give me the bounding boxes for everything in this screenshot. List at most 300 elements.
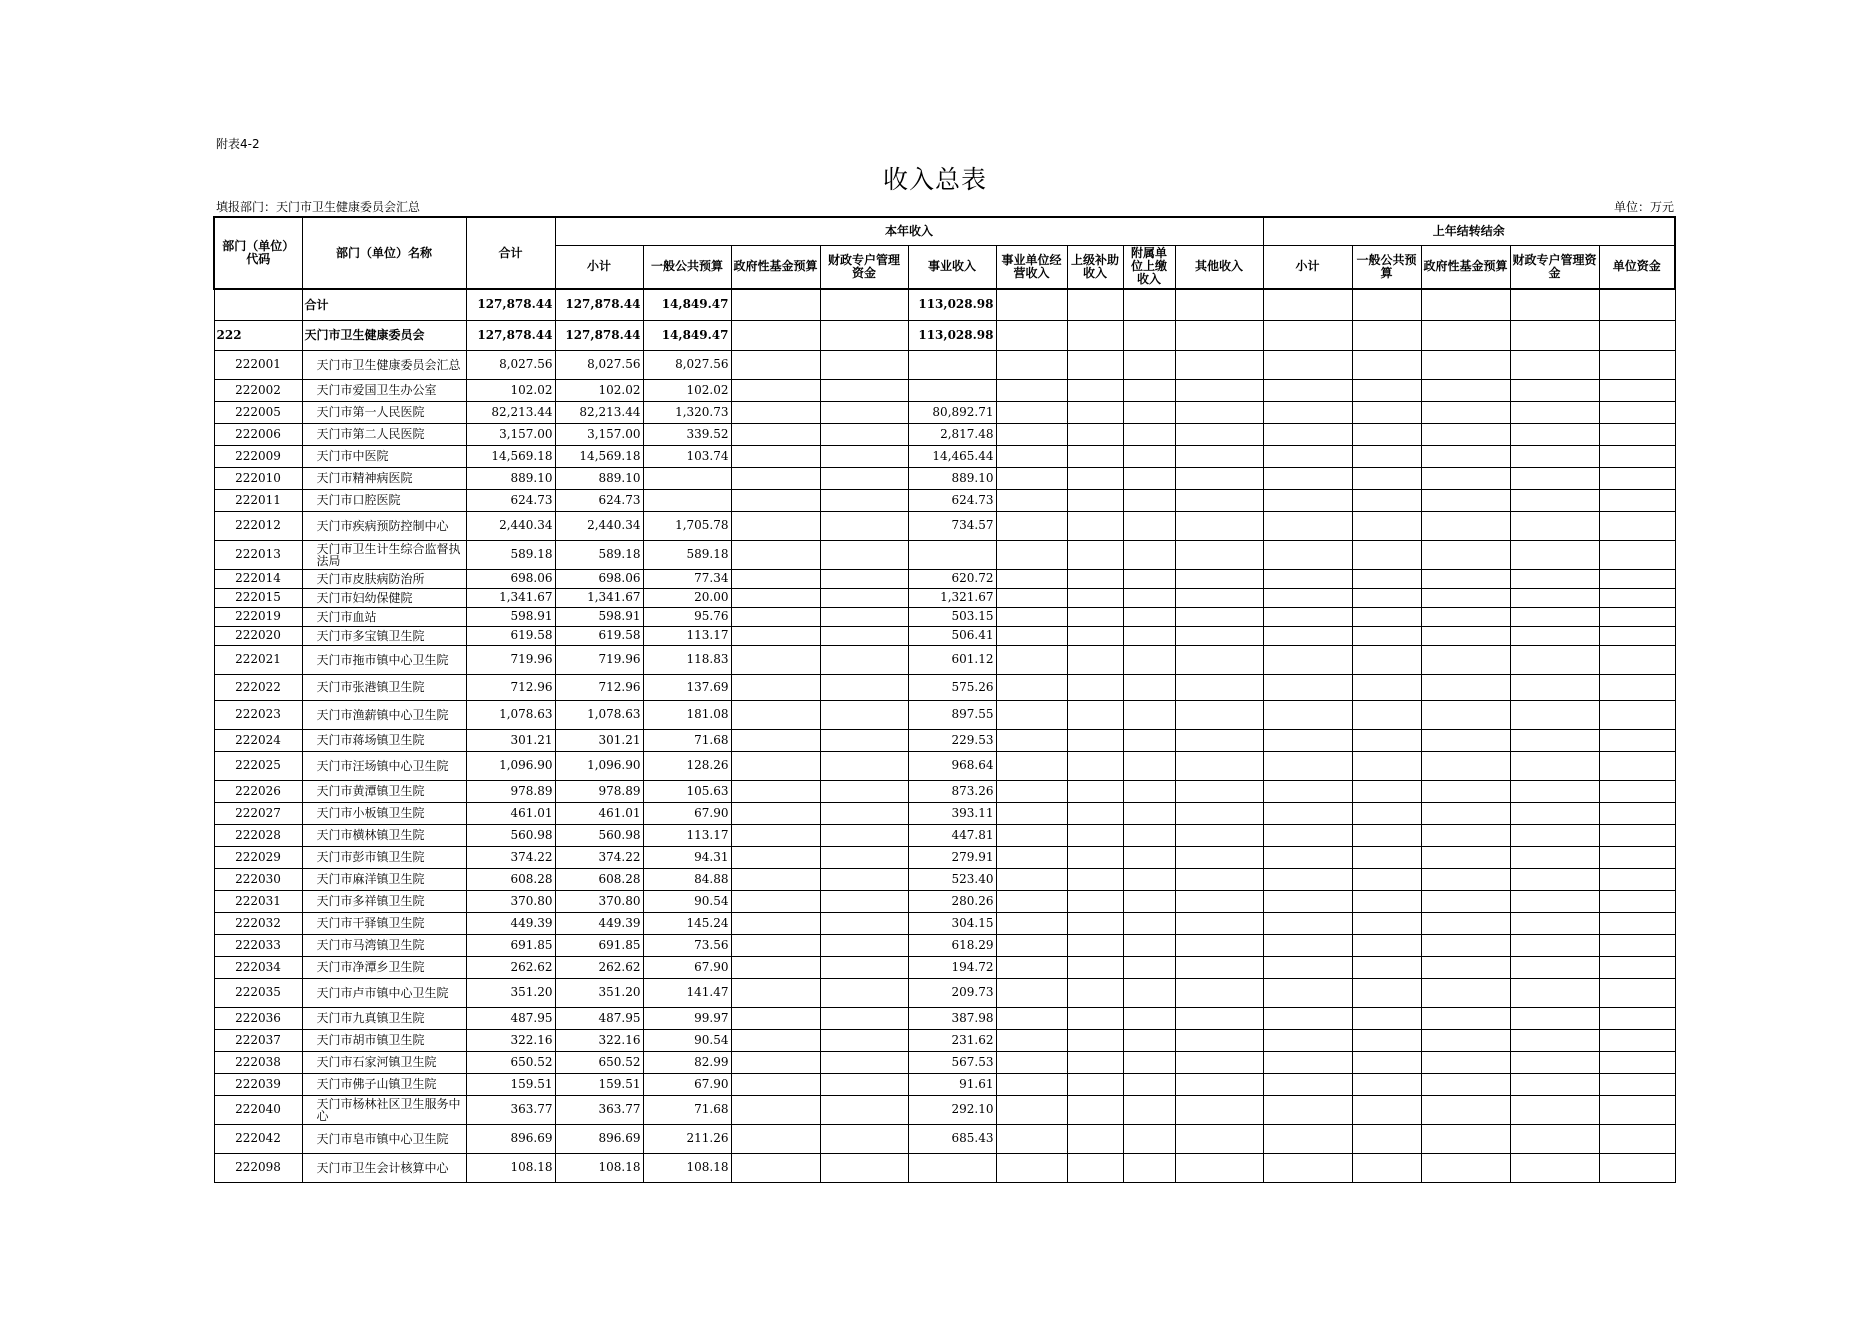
current-subtotal-cell: 2,440.34 (555, 511, 643, 540)
prior-unit-fund-cell (1599, 445, 1675, 467)
table-row (214, 780, 1675, 802)
special-fund-cell (820, 569, 908, 588)
gov-fund-cell (731, 626, 820, 645)
total-cell: 102.02 (466, 379, 555, 401)
gov-fund-cell (731, 802, 820, 824)
general-budget-cell: 99.97 (643, 1007, 731, 1029)
total-cell: 14,569.18 (466, 445, 555, 467)
header-current-special-fund: 财政专户管理资金 (820, 245, 908, 289)
subsidy-income-cell (1067, 423, 1123, 445)
prior-special-fund-cell (1510, 1029, 1599, 1051)
operating-income-cell (996, 802, 1067, 824)
general-budget-cell: 102.02 (643, 379, 731, 401)
current-subtotal-cell: 691.85 (555, 934, 643, 956)
total-cell: 698.06 (466, 569, 555, 588)
special-fund-cell (820, 729, 908, 751)
special-fund-cell (820, 1124, 908, 1153)
business-income-cell: 229.53 (908, 729, 996, 751)
operating-income-cell (996, 401, 1067, 423)
subsidy-income-cell (1067, 467, 1123, 489)
prior-special-fund-cell (1510, 569, 1599, 588)
subsidy-income-cell (1067, 379, 1123, 401)
name-cell: 天门市卫生健康委员会汇总 (302, 350, 466, 379)
prior-general-budget-cell (1352, 890, 1421, 912)
operating-income-cell (996, 467, 1067, 489)
operating-income-cell (996, 1124, 1067, 1153)
current-subtotal-cell: 82,213.44 (555, 401, 643, 423)
subsidy-income-cell (1067, 978, 1123, 1007)
subsidy-income-cell (1067, 1095, 1123, 1124)
code-cell: 222010 (214, 467, 302, 489)
affiliated-income-cell (1123, 540, 1175, 569)
general-budget-cell (643, 467, 731, 489)
other-income-cell (1175, 350, 1263, 379)
other-income-cell (1175, 320, 1263, 350)
current-subtotal-cell: 301.21 (555, 729, 643, 751)
general-budget-cell: 105.63 (643, 780, 731, 802)
total-cell: 608.28 (466, 868, 555, 890)
income-summary-table (213, 216, 1676, 1183)
affiliated-income-cell (1123, 1153, 1175, 1182)
affiliated-income-cell (1123, 588, 1175, 607)
affiliated-income-cell (1123, 569, 1175, 588)
name-cell: 天门市皮肤病防治所 (302, 569, 466, 588)
prior-subtotal-cell (1263, 540, 1352, 569)
prior-special-fund-cell (1510, 751, 1599, 780)
prior-special-fund-cell (1510, 645, 1599, 674)
other-income-cell (1175, 868, 1263, 890)
current-subtotal-cell: 698.06 (555, 569, 643, 588)
operating-income-cell (996, 511, 1067, 540)
other-income-cell (1175, 978, 1263, 1007)
header-current-affiliated-income: 附属单位上缴收入 (1123, 245, 1175, 289)
prior-special-fund-cell (1510, 626, 1599, 645)
special-fund-cell (820, 645, 908, 674)
prior-gov-fund-cell (1421, 824, 1510, 846)
general-budget-cell: 90.54 (643, 890, 731, 912)
code-cell: 222029 (214, 846, 302, 868)
gov-fund-cell (731, 1029, 820, 1051)
prior-gov-fund-cell (1421, 868, 1510, 890)
other-income-cell (1175, 934, 1263, 956)
subsidy-income-cell (1067, 868, 1123, 890)
prior-general-budget-cell (1352, 289, 1421, 320)
current-subtotal-cell: 102.02 (555, 379, 643, 401)
current-subtotal-cell: 14,569.18 (555, 445, 643, 467)
affiliated-income-cell (1123, 700, 1175, 729)
operating-income-cell (996, 1007, 1067, 1029)
name-cell: 天门市黄潭镇卫生院 (302, 780, 466, 802)
code-cell: 222 (214, 320, 302, 350)
subsidy-income-cell (1067, 1007, 1123, 1029)
prior-special-fund-cell (1510, 700, 1599, 729)
gov-fund-cell (731, 978, 820, 1007)
code-cell: 222009 (214, 445, 302, 467)
name-cell: 天门市小板镇卫生院 (302, 802, 466, 824)
special-fund-cell (820, 1051, 908, 1073)
prior-gov-fund-cell (1421, 802, 1510, 824)
total-cell: 598.91 (466, 607, 555, 626)
current-subtotal-cell: 1,341.67 (555, 588, 643, 607)
general-budget-cell: 84.88 (643, 868, 731, 890)
prior-unit-fund-cell (1599, 467, 1675, 489)
prior-subtotal-cell (1263, 700, 1352, 729)
table-row (214, 846, 1675, 868)
prior-unit-fund-cell (1599, 912, 1675, 934)
header-prior-unit-fund: 单位资金 (1599, 245, 1675, 289)
reporting-department: 填报部门：天门市卫生健康委员会汇总 (216, 200, 421, 214)
gov-fund-cell (731, 1124, 820, 1153)
prior-unit-fund-cell (1599, 1153, 1675, 1182)
prior-unit-fund-cell (1599, 289, 1675, 320)
total-cell: 589.18 (466, 540, 555, 569)
other-income-cell (1175, 289, 1263, 320)
table-body (214, 289, 1675, 1182)
name-cell: 天门市疾病预防控制中心 (302, 511, 466, 540)
affiliated-income-cell (1123, 350, 1175, 379)
business-income-cell: 80,892.71 (908, 401, 996, 423)
subsidy-income-cell (1067, 645, 1123, 674)
other-income-cell (1175, 588, 1263, 607)
prior-unit-fund-cell (1599, 540, 1675, 569)
name-cell: 天门市石家河镇卫生院 (302, 1051, 466, 1073)
subsidy-income-cell (1067, 700, 1123, 729)
prior-special-fund-cell (1510, 350, 1599, 379)
business-income-cell (908, 1153, 996, 1182)
code-cell: 222031 (214, 890, 302, 912)
prior-subtotal-cell (1263, 1124, 1352, 1153)
special-fund-cell (820, 1153, 908, 1182)
business-income-cell: 685.43 (908, 1124, 996, 1153)
code-cell: 222042 (214, 1124, 302, 1153)
gov-fund-cell (731, 729, 820, 751)
gov-fund-cell (731, 846, 820, 868)
current-subtotal-cell: 650.52 (555, 1051, 643, 1073)
special-fund-cell (820, 700, 908, 729)
table-row (214, 824, 1675, 846)
prior-subtotal-cell (1263, 588, 1352, 607)
gov-fund-cell (731, 868, 820, 890)
code-cell: 222036 (214, 1007, 302, 1029)
other-income-cell (1175, 1007, 1263, 1029)
prior-special-fund-cell (1510, 934, 1599, 956)
operating-income-cell (996, 729, 1067, 751)
code-cell: 222022 (214, 674, 302, 700)
code-cell: 222027 (214, 802, 302, 824)
total-cell: 374.22 (466, 846, 555, 868)
table-row (214, 1029, 1675, 1051)
prior-gov-fund-cell (1421, 751, 1510, 780)
total-cell: 896.69 (466, 1124, 555, 1153)
affiliated-income-cell (1123, 445, 1175, 467)
prior-special-fund-cell (1510, 912, 1599, 934)
subsidy-income-cell (1067, 489, 1123, 511)
operating-income-cell (996, 626, 1067, 645)
prior-general-budget-cell (1352, 607, 1421, 626)
special-fund-cell (820, 626, 908, 645)
affiliated-income-cell (1123, 912, 1175, 934)
header-current-other-income: 其他收入 (1175, 245, 1263, 289)
prior-special-fund-cell (1510, 868, 1599, 890)
prior-general-budget-cell (1352, 645, 1421, 674)
affiliated-income-cell (1123, 1095, 1175, 1124)
special-fund-cell (820, 379, 908, 401)
attachment-label: 附表4-2 (216, 137, 260, 151)
prior-general-budget-cell (1352, 802, 1421, 824)
gov-fund-cell (731, 511, 820, 540)
general-budget-cell: 67.90 (643, 1073, 731, 1095)
general-budget-cell: 118.83 (643, 645, 731, 674)
prior-special-fund-cell (1510, 729, 1599, 751)
header-current-general-budget: 一般公共预算 (643, 245, 731, 289)
subsidy-income-cell (1067, 934, 1123, 956)
table-row (214, 423, 1675, 445)
affiliated-income-cell (1123, 1051, 1175, 1073)
prior-special-fund-cell (1510, 780, 1599, 802)
special-fund-cell (820, 1095, 908, 1124)
special-fund-cell (820, 320, 908, 350)
prior-special-fund-cell (1510, 1051, 1599, 1073)
prior-unit-fund-cell (1599, 956, 1675, 978)
operating-income-cell (996, 912, 1067, 934)
prior-unit-fund-cell (1599, 645, 1675, 674)
business-income-cell: 194.72 (908, 956, 996, 978)
business-income-cell: 601.12 (908, 645, 996, 674)
gov-fund-cell (731, 674, 820, 700)
total-cell: 619.58 (466, 626, 555, 645)
table-row (214, 511, 1675, 540)
special-fund-cell (820, 956, 908, 978)
affiliated-income-cell (1123, 1007, 1175, 1029)
prior-gov-fund-cell (1421, 729, 1510, 751)
affiliated-income-cell (1123, 607, 1175, 626)
prior-subtotal-cell (1263, 780, 1352, 802)
current-subtotal-cell: 449.39 (555, 912, 643, 934)
prior-subtotal-cell (1263, 978, 1352, 1007)
special-fund-cell (820, 846, 908, 868)
name-cell: 天门市张港镇卫生院 (302, 674, 466, 700)
other-income-cell (1175, 1124, 1263, 1153)
subsidy-income-cell (1067, 1073, 1123, 1095)
business-income-cell: 447.81 (908, 824, 996, 846)
total-cell: 301.21 (466, 729, 555, 751)
prior-unit-fund-cell (1599, 401, 1675, 423)
prior-subtotal-cell (1263, 868, 1352, 890)
table-row (214, 700, 1675, 729)
prior-unit-fund-cell (1599, 1073, 1675, 1095)
prior-subtotal-cell (1263, 1153, 1352, 1182)
prior-subtotal-cell (1263, 956, 1352, 978)
other-income-cell (1175, 846, 1263, 868)
special-fund-cell (820, 540, 908, 569)
subsidy-income-cell (1067, 674, 1123, 700)
other-income-cell (1175, 489, 1263, 511)
name-cell: 天门市渔薪镇中心卫生院 (302, 700, 466, 729)
prior-gov-fund-cell (1421, 1029, 1510, 1051)
gov-fund-cell (731, 467, 820, 489)
special-fund-cell (820, 824, 908, 846)
prior-general-budget-cell (1352, 780, 1421, 802)
affiliated-income-cell (1123, 751, 1175, 780)
prior-gov-fund-cell (1421, 540, 1510, 569)
current-subtotal-cell: 363.77 (555, 1095, 643, 1124)
prior-unit-fund-cell (1599, 868, 1675, 890)
header-current-operating-income: 事业单位经营收入 (996, 245, 1067, 289)
prior-subtotal-cell (1263, 846, 1352, 868)
prior-unit-fund-cell (1599, 934, 1675, 956)
name-cell: 天门市妇幼保健院 (302, 588, 466, 607)
special-fund-cell (820, 674, 908, 700)
header-current-business-income: 事业收入 (908, 245, 996, 289)
operating-income-cell (996, 645, 1067, 674)
other-income-cell (1175, 511, 1263, 540)
table-row (214, 607, 1675, 626)
table-row (214, 1051, 1675, 1073)
gov-fund-cell (731, 1051, 820, 1073)
operating-income-cell (996, 489, 1067, 511)
general-budget-cell: 339.52 (643, 423, 731, 445)
prior-general-budget-cell (1352, 511, 1421, 540)
business-income-cell: 387.98 (908, 1007, 996, 1029)
prior-gov-fund-cell (1421, 978, 1510, 1007)
prior-general-budget-cell (1352, 1124, 1421, 1153)
prior-special-fund-cell (1510, 890, 1599, 912)
total-cell: 127,878.44 (466, 320, 555, 350)
name-cell: 天门市拖市镇中心卫生院 (302, 645, 466, 674)
prior-subtotal-cell (1263, 1007, 1352, 1029)
other-income-cell (1175, 540, 1263, 569)
table-row (214, 645, 1675, 674)
prior-gov-fund-cell (1421, 626, 1510, 645)
affiliated-income-cell (1123, 423, 1175, 445)
general-budget-cell (643, 489, 731, 511)
special-fund-cell (820, 780, 908, 802)
name-cell: 天门市净潭乡卫生院 (302, 956, 466, 978)
general-budget-cell: 181.08 (643, 700, 731, 729)
general-budget-cell: 20.00 (643, 588, 731, 607)
business-income-cell: 231.62 (908, 1029, 996, 1051)
prior-gov-fund-cell (1421, 445, 1510, 467)
gov-fund-cell (731, 645, 820, 674)
operating-income-cell (996, 934, 1067, 956)
affiliated-income-cell (1123, 1124, 1175, 1153)
header-prior-special-fund: 财政专户管理资金 (1510, 245, 1599, 289)
name-cell: 天门市第一人民医院 (302, 401, 466, 423)
other-income-cell (1175, 467, 1263, 489)
header-current-subtotal: 小计 (555, 245, 643, 289)
prior-unit-fund-cell (1599, 978, 1675, 1007)
affiliated-income-cell (1123, 289, 1175, 320)
business-income-cell: 889.10 (908, 467, 996, 489)
affiliated-income-cell (1123, 467, 1175, 489)
total-cell: 3,157.00 (466, 423, 555, 445)
code-cell: 222015 (214, 588, 302, 607)
general-budget-cell: 67.90 (643, 956, 731, 978)
prior-special-fund-cell (1510, 674, 1599, 700)
total-cell: 8,027.56 (466, 350, 555, 379)
table-row (214, 467, 1675, 489)
total-cell: 449.39 (466, 912, 555, 934)
operating-income-cell (996, 846, 1067, 868)
prior-general-budget-cell (1352, 489, 1421, 511)
affiliated-income-cell (1123, 780, 1175, 802)
affiliated-income-cell (1123, 934, 1175, 956)
general-budget-cell: 90.54 (643, 1029, 731, 1051)
current-subtotal-cell: 978.89 (555, 780, 643, 802)
prior-unit-fund-cell (1599, 607, 1675, 626)
subsidy-income-cell (1067, 956, 1123, 978)
prior-special-fund-cell (1510, 423, 1599, 445)
business-income-cell: 624.73 (908, 489, 996, 511)
current-subtotal-cell: 322.16 (555, 1029, 643, 1051)
current-subtotal-cell: 159.51 (555, 1073, 643, 1095)
affiliated-income-cell (1123, 846, 1175, 868)
business-income-cell: 618.29 (908, 934, 996, 956)
prior-special-fund-cell (1510, 846, 1599, 868)
table-row (214, 890, 1675, 912)
prior-general-budget-cell (1352, 956, 1421, 978)
gov-fund-cell (731, 780, 820, 802)
special-fund-cell (820, 588, 908, 607)
gov-fund-cell (731, 401, 820, 423)
other-income-cell (1175, 912, 1263, 934)
business-income-cell: 503.15 (908, 607, 996, 626)
affiliated-income-cell (1123, 645, 1175, 674)
total-cell: 1,078.63 (466, 700, 555, 729)
prior-gov-fund-cell (1421, 780, 1510, 802)
total-cell: 2,440.34 (466, 511, 555, 540)
prior-general-budget-cell (1352, 729, 1421, 751)
prior-special-fund-cell (1510, 1007, 1599, 1029)
code-cell: 222001 (214, 350, 302, 379)
subsidy-income-cell (1067, 824, 1123, 846)
other-income-cell (1175, 1095, 1263, 1124)
code-cell: 222019 (214, 607, 302, 626)
business-income-cell: 575.26 (908, 674, 996, 700)
gov-fund-cell (731, 289, 820, 320)
table-row (214, 289, 1675, 320)
name-cell: 天门市口腔医院 (302, 489, 466, 511)
prior-subtotal-cell (1263, 751, 1352, 780)
affiliated-income-cell (1123, 978, 1175, 1007)
prior-gov-fund-cell (1421, 1095, 1510, 1124)
prior-gov-fund-cell (1421, 379, 1510, 401)
prior-gov-fund-cell (1421, 1007, 1510, 1029)
current-subtotal-cell: 624.73 (555, 489, 643, 511)
gov-fund-cell (731, 1095, 820, 1124)
prior-gov-fund-cell (1421, 1073, 1510, 1095)
operating-income-cell (996, 350, 1067, 379)
general-budget-cell: 1,705.78 (643, 511, 731, 540)
prior-general-budget-cell (1352, 350, 1421, 379)
prior-general-budget-cell (1352, 540, 1421, 569)
prior-gov-fund-cell (1421, 1124, 1510, 1153)
special-fund-cell (820, 978, 908, 1007)
operating-income-cell (996, 1029, 1067, 1051)
gov-fund-cell (731, 379, 820, 401)
special-fund-cell (820, 912, 908, 934)
general-budget-cell: 77.34 (643, 569, 731, 588)
business-income-cell: 506.41 (908, 626, 996, 645)
subsidy-income-cell (1067, 289, 1123, 320)
prior-subtotal-cell (1263, 350, 1352, 379)
gov-fund-cell (731, 824, 820, 846)
prior-general-budget-cell (1352, 1095, 1421, 1124)
prior-unit-fund-cell (1599, 320, 1675, 350)
prior-subtotal-cell (1263, 1073, 1352, 1095)
header-prior-general-budget: 一般公共预算 (1352, 245, 1421, 289)
code-cell: 222040 (214, 1095, 302, 1124)
